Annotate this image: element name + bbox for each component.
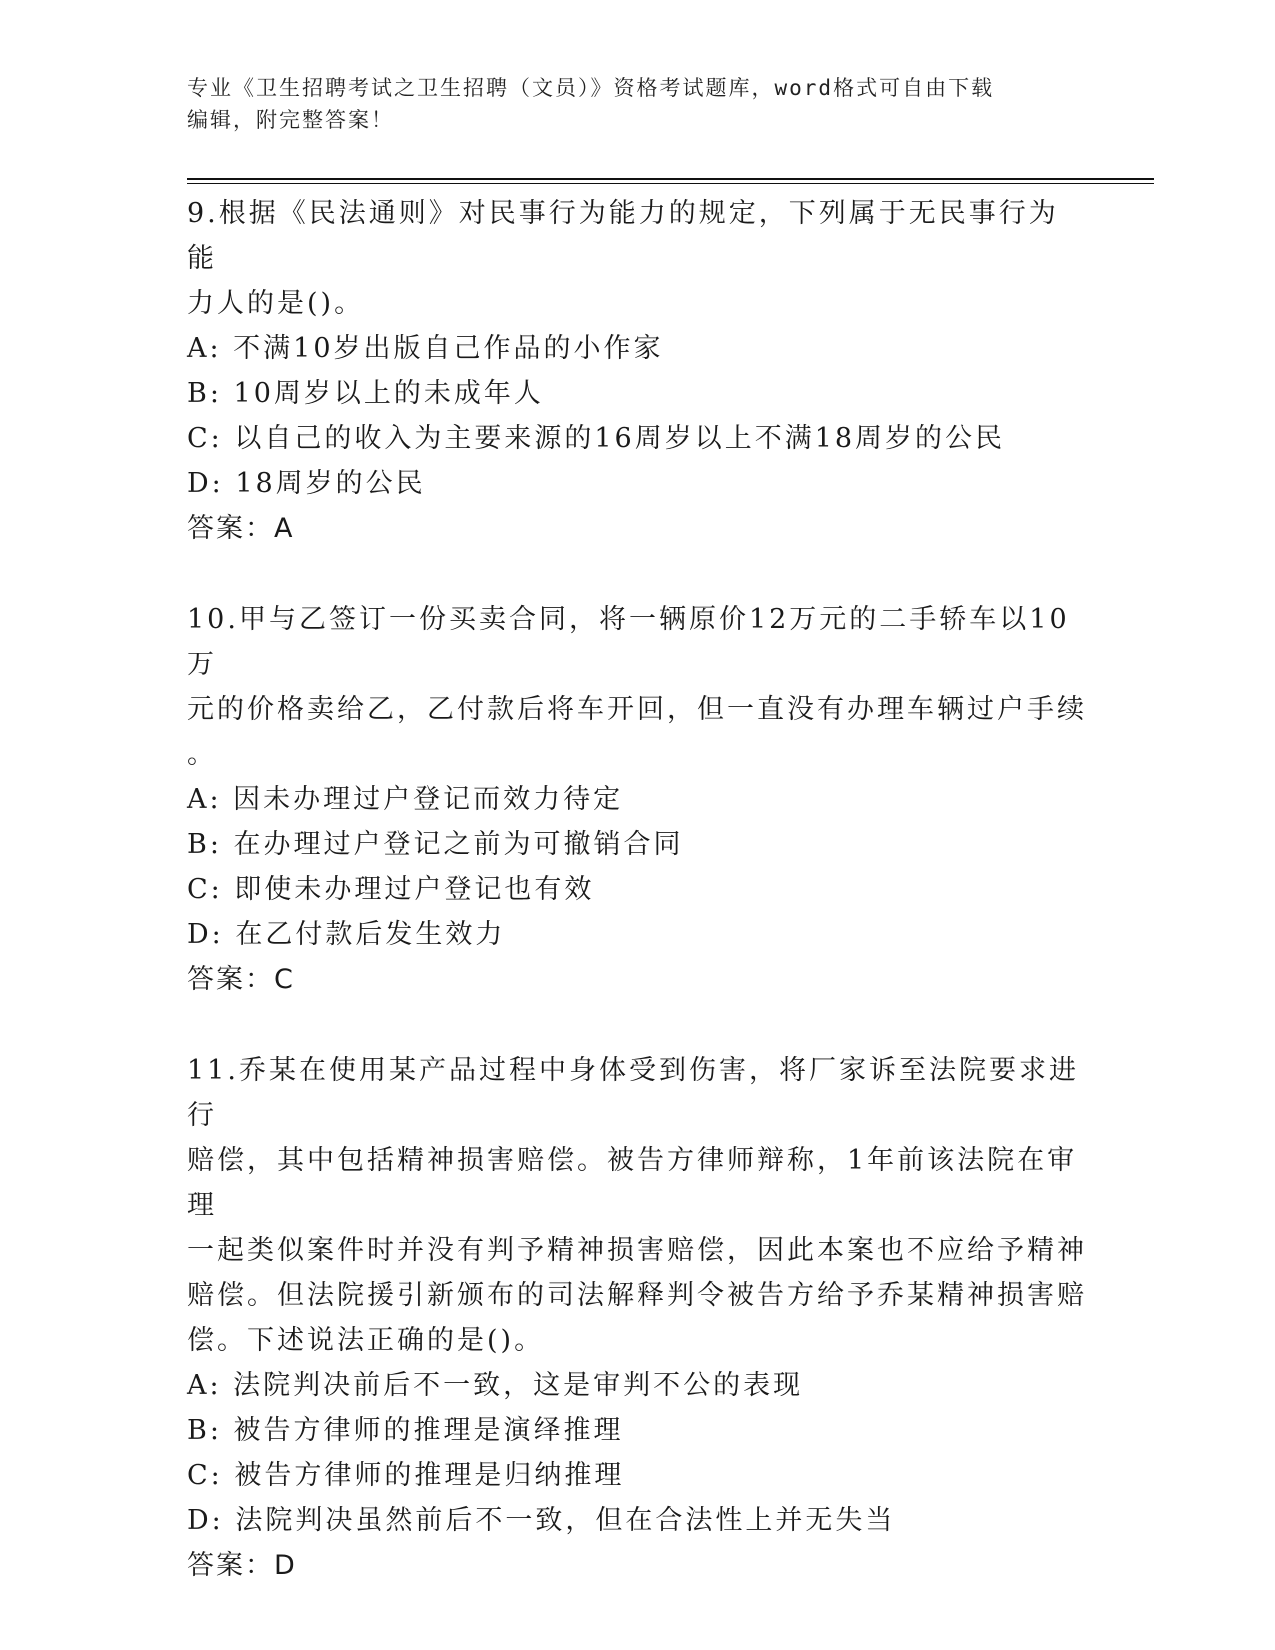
option-b: B: 在办理过户登记之前为可撤销合同: [187, 829, 684, 860]
option-c: C: 即使未办理过户登记也有效: [187, 874, 595, 905]
option-d: D: 在乙付款后发生效力: [187, 919, 506, 950]
question-list: [187, 191, 1087, 1634]
stem-line: 。: [187, 739, 217, 770]
header-divider-thick: [187, 178, 1154, 180]
stem-line: 赔偿，其中包括精神损害赔偿。被告方律师辩称，1年前该法院在审理: [187, 1145, 1078, 1221]
option-a: A: 因未办理过户登记而效力待定: [187, 784, 624, 815]
stem-line: 元的价格卖给乙，乙付款后将车开回，但一直没有办理车辆过户手续: [187, 694, 1087, 725]
question-10: [187, 597, 1087, 1002]
answer: 答案：A: [187, 513, 295, 544]
question-stem: [187, 191, 1087, 326]
stem-line: 11.乔某在使用某产品过程中身体受到伤害，将厂家诉至法院要求进行: [187, 1055, 1079, 1131]
question-stem: [187, 1048, 1087, 1363]
header-divider-thin: [187, 183, 1154, 184]
option-c: C: 以自己的收入为主要来源的16周岁以上不满18周岁的公民: [187, 423, 1006, 454]
stem-line: 偿。下述说法正确的是()。: [187, 1325, 545, 1356]
answer: 答案：C: [187, 964, 295, 995]
question-11: [187, 1048, 1087, 1588]
document-header: [187, 72, 1087, 136]
stem-line: 一起类似案件时并没有判予精神损害赔偿，因此本案也不应给予精神: [187, 1235, 1087, 1266]
question-9: [187, 191, 1087, 551]
option-c: C: 被告方律师的推理是归纳推理: [187, 1460, 625, 1491]
option-b: B: 被告方律师的推理是演绎推理: [187, 1415, 624, 1446]
stem-line: 赔偿。但法院援引新颁布的司法解释判令被告方给予乔某精神损害赔: [187, 1280, 1087, 1311]
option-d: D: 法院判决虽然前后不一致，但在合法性上并无失当: [187, 1505, 896, 1536]
stem-line: 力人的是()。: [187, 288, 365, 319]
option-a: A: 不满10岁出版自己作品的小作家: [187, 333, 664, 364]
option-a: A: 法院判决前后不一致，这是审判不公的表现: [187, 1370, 804, 1401]
option-d: D: 18周岁的公民: [187, 468, 426, 499]
stem-line: 10.甲与乙签订一份买卖合同，将一辆原价12万元的二手轿车以10万: [187, 604, 1070, 680]
answer: 答案：D: [187, 1550, 297, 1581]
question-stem: [187, 597, 1087, 777]
header-line-2: 编辑，附完整答案！: [187, 108, 394, 132]
header-line-1: 专业《卫生招聘考试之卫生招聘（文员）》资格考试题库，word格式可自由下载: [187, 76, 995, 100]
option-b: B: 10周岁以上的未成年人: [187, 378, 544, 409]
stem-line: 9.根据《民法通则》对民事行为能力的规定，下列属于无民事行为能: [187, 198, 1059, 274]
